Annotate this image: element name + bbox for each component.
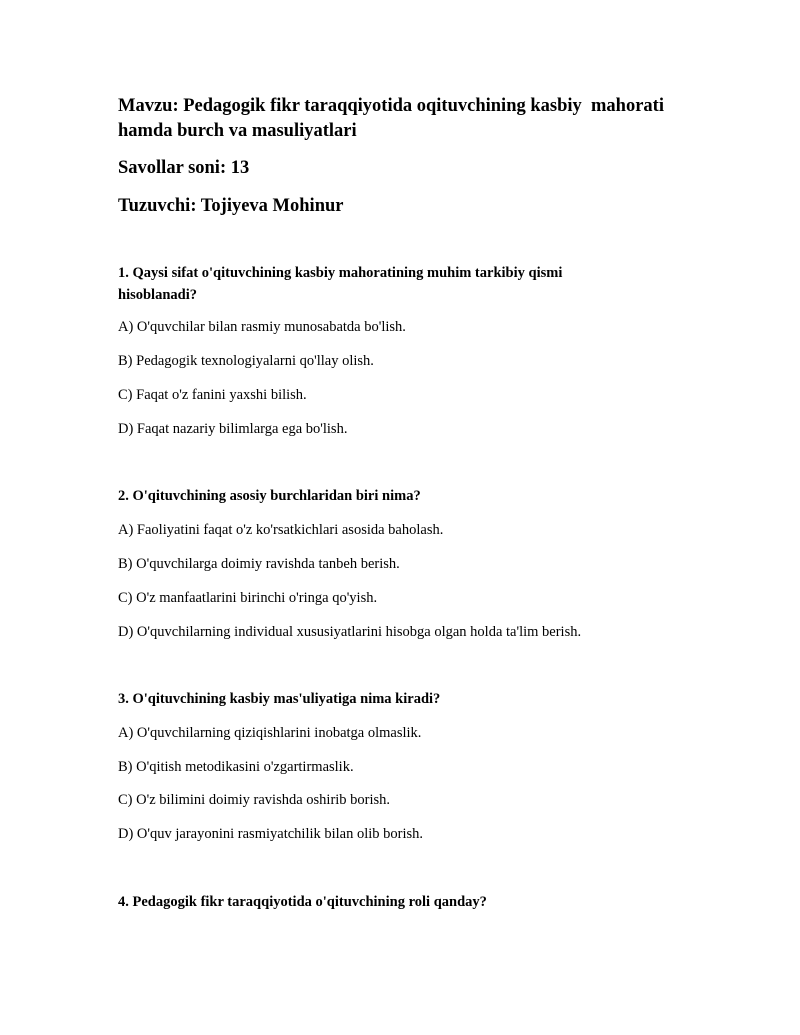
question-2-option-a: A) Faoliyatini faqat o'z ko'rsatkichlari asosida baholash.	[118, 522, 444, 538]
question-1-option-a: A) O'quvchilar bilan rasmiy munosabatda bo'lish.	[118, 319, 406, 335]
question-3-option-a: A) O'quvchilarning qiziqishlarini inobatga olmaslik.	[118, 725, 422, 741]
author: Tuzuvchi: Tojiyeva Mohinur	[118, 196, 344, 216]
question-2-option-c: C) O'z manfaatlarini birinchi o'ringa qo'yish.	[118, 590, 378, 606]
question-1-option-d: D) Faqat nazariy bilimlarga ega bo'lish.	[118, 421, 348, 437]
question-3-option-d: D) O'quv jarayonini rasmiyatchilik bilan olib borish.	[118, 826, 424, 842]
question-1-text: 1. Qaysi sifat o'qituvchining kasbiy mahoratining muhim tarkibiy qismi hisoblanadi?	[118, 265, 563, 303]
question-count: Savollar soni: 13	[118, 158, 250, 178]
question-3-text: 3. O'qituvchining kasbiy mas'uliyatiga nima kiradi?	[118, 691, 441, 707]
question-3-option-c: C) O'z bilimini doimiy ravishda oshirib borish.	[118, 792, 391, 808]
question-1-option-c: C) Faqat o'z fanini yaxshi bilish.	[118, 387, 307, 403]
question-2-text: 2. O'qituvchining asosiy burchlaridan biri nima?	[118, 488, 421, 504]
question-3-option-b: B) O'qitish metodikasini o'zgartirmaslik.	[118, 759, 354, 775]
question-2-option-b: B) O'quvchilarga doimiy ravishda tanbeh berish.	[118, 556, 400, 572]
question-1-option-b: B) Pedagogik texnologiyalarni qo'llay olish.	[118, 353, 374, 369]
question-2-option-d: D) O'quvchilarning individual xususiyatlarini hisobga olgan holda ta'lim berish.	[118, 624, 582, 640]
question-4-text: 4. Pedagogik fikr taraqqiyotida o'qituvchining roli qanday?	[118, 894, 487, 910]
document-title: Mavzu: Pedagogik fikr taraqqiyotida oqituvchining kasbiy mahorati hamda burch va masuliyatlari	[118, 96, 669, 141]
